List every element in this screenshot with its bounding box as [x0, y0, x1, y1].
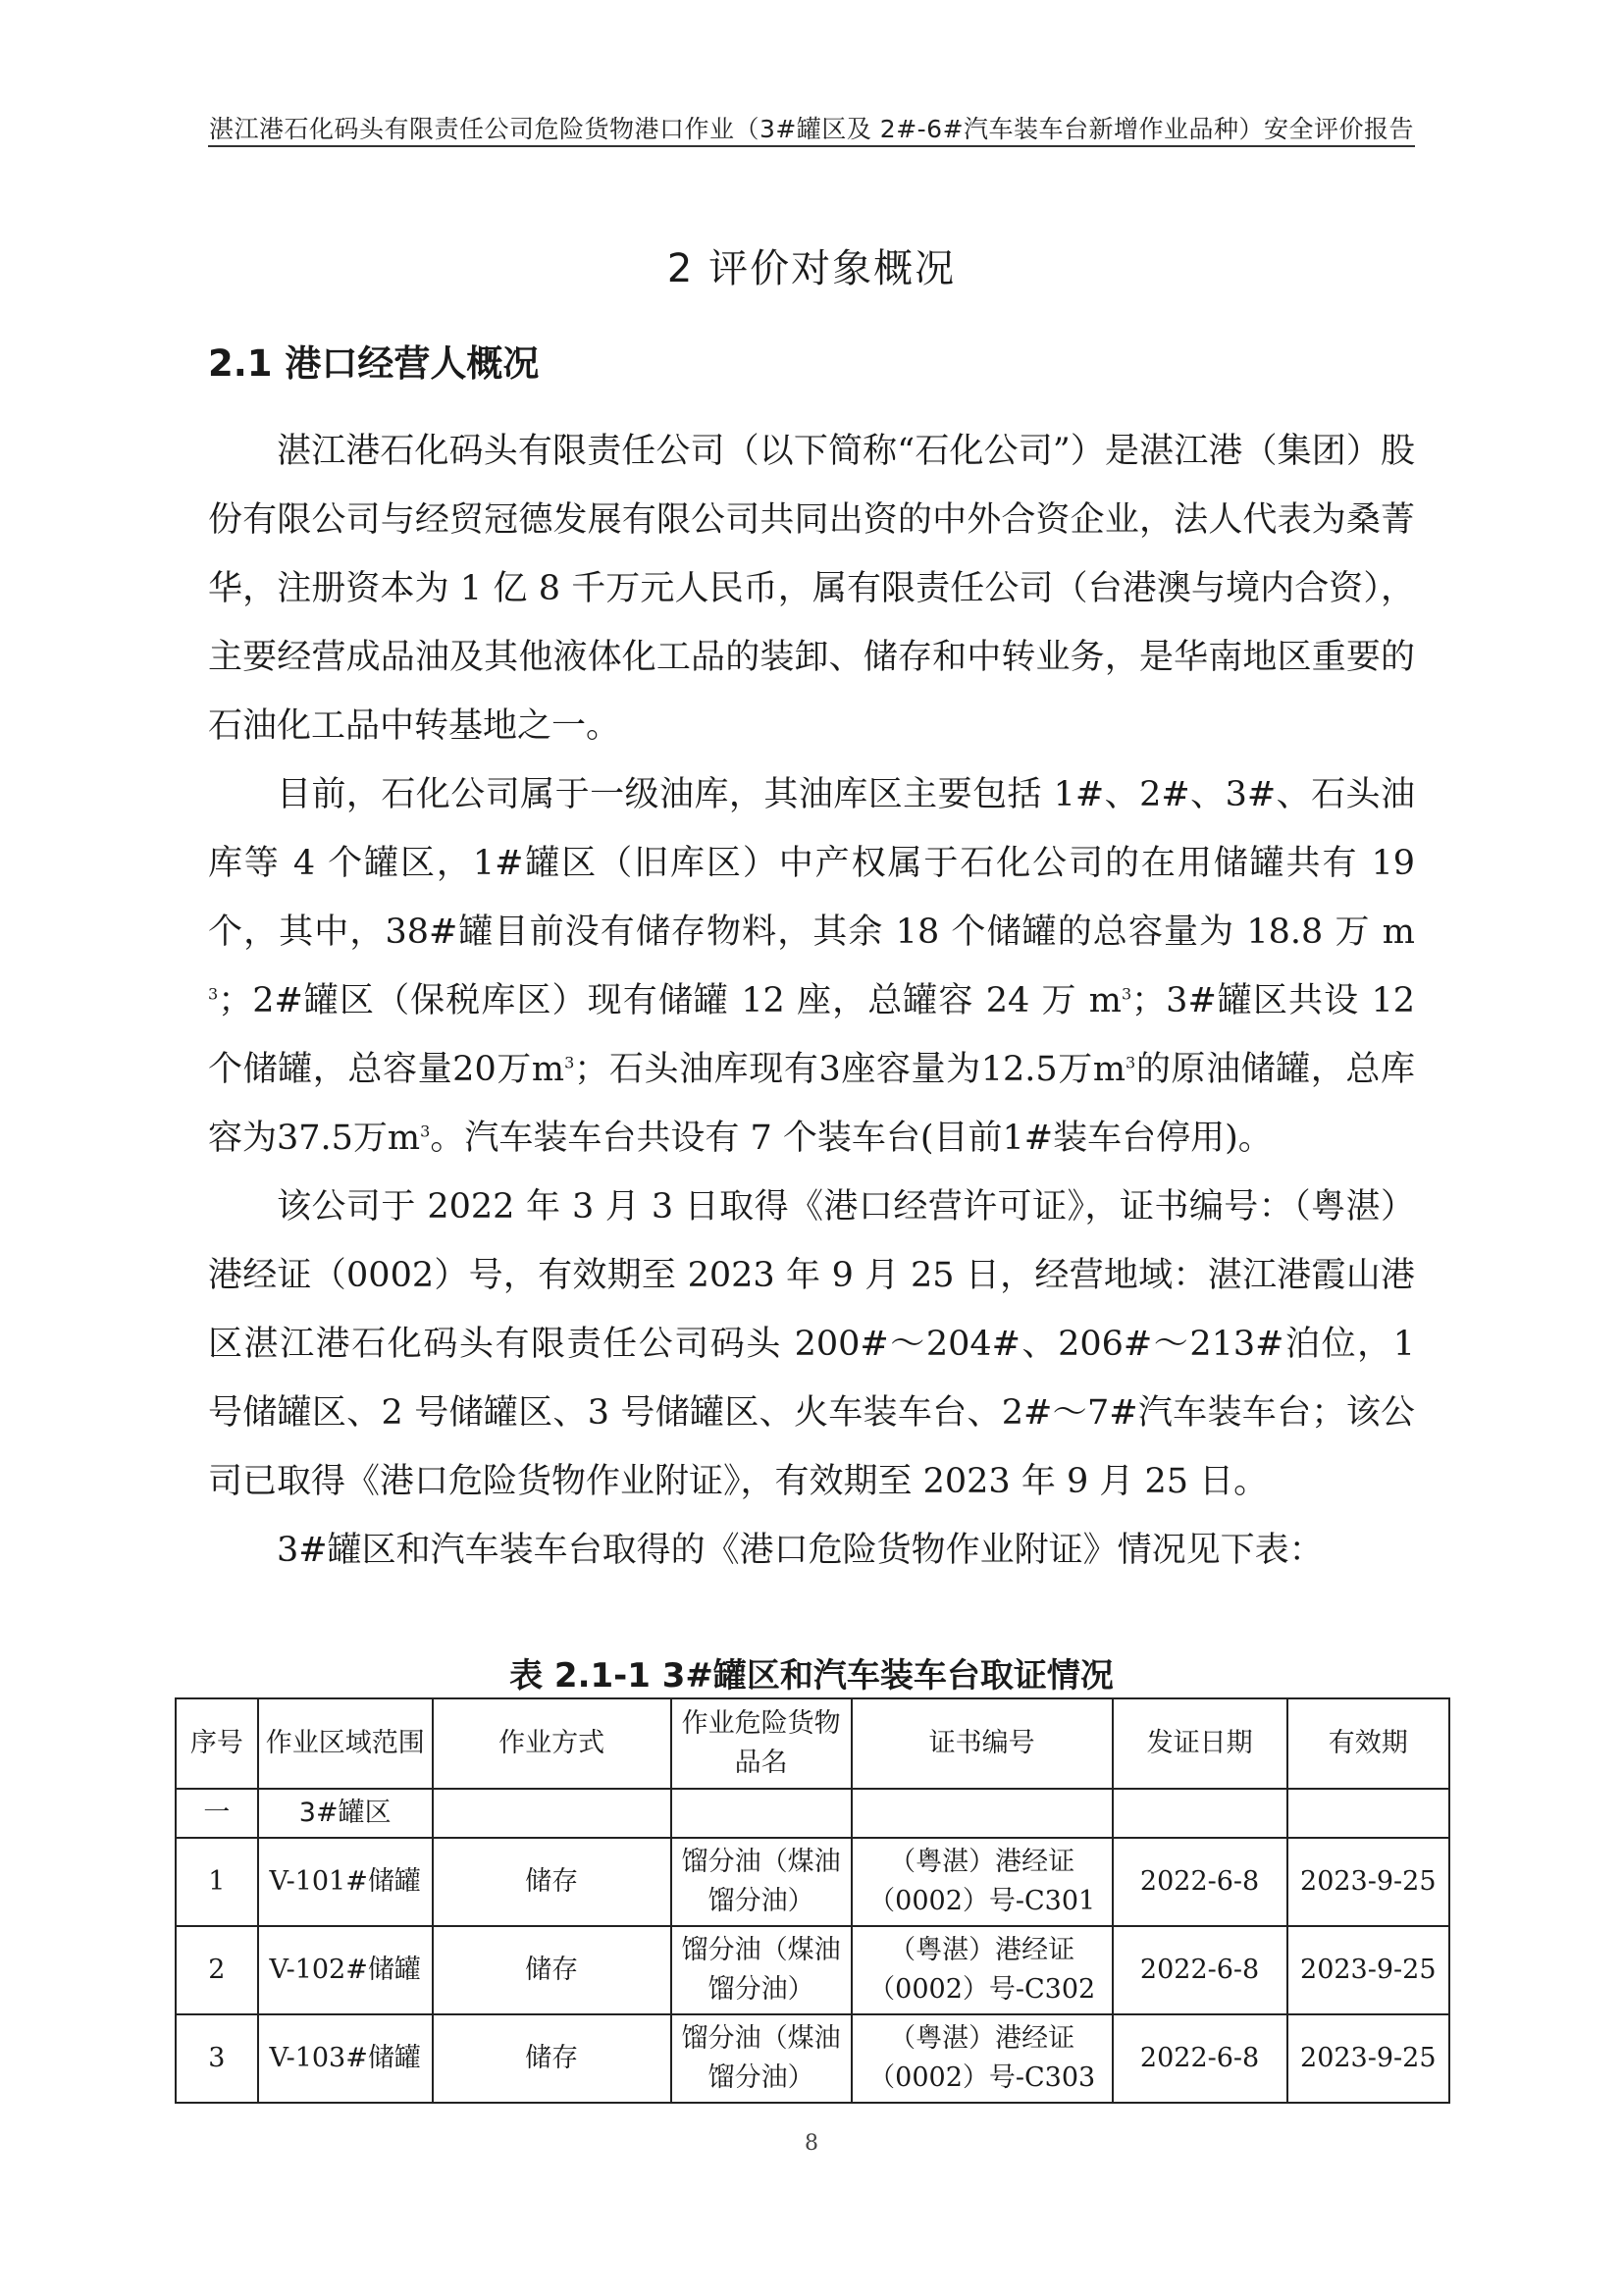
group-index: 一 — [176, 1789, 258, 1838]
cell-goods: 馏分油（煤油馏分油） — [671, 1926, 852, 2014]
table-row — [176, 1926, 1449, 2014]
paragraph-license: 该公司于 2022 年 3 月 3 日取得《港口经营许可证》，证书编号：（粤湛）港经证（0002）号，有效期至 2023 年 9 月 25 日，经营地域：湛江港霞山港区湛江港石化码头有限责任公司码头 200#～204#、206#～213#泊位，1 号储罐区、2 号储罐区、3 号储罐区、火车装车台、2#～7#汽车装车台；该公司已取得《港口危险货物作业附证》，有效期至 2023 年 9 月 25 日。 — [208, 1187, 1415, 1501]
tank-text-e: 的原油储罐，总库容为37.5万m — [208, 1050, 1415, 1158]
tank-text-d: ；石头油库现有3座容量为12.5万m — [574, 1050, 1126, 1089]
cell-area: V-103#储罐 — [258, 2014, 433, 2103]
body-text — [208, 417, 1415, 1585]
cell-issue: 2022-6-8 — [1113, 1926, 1287, 2014]
cell-goods: 馏分油（煤油馏分油） — [671, 2014, 852, 2103]
cell-issue: 2022-6-8 — [1113, 1838, 1287, 1926]
empty-cell — [671, 1789, 852, 1838]
header-cell: 序号 — [176, 1698, 258, 1789]
cell-no: 2 — [176, 1926, 258, 2014]
cell-issue: 2022-6-8 — [1113, 2014, 1287, 2103]
cell-valid: 2023-9-25 — [1287, 2014, 1449, 2103]
cell-valid: 2023-9-25 — [1287, 1838, 1449, 1926]
cell-no: 1 — [176, 1838, 258, 1926]
header-cell: 作业区域范围 — [258, 1698, 433, 1789]
header-cell: 作业方式 — [433, 1698, 671, 1789]
header-cell: 证书编号 — [852, 1698, 1113, 1789]
superscript-3: 3 — [1121, 984, 1132, 1004]
cell-valid: 2023-9-25 — [1287, 1926, 1449, 2014]
paragraph-table-intro: 3#罐区和汽车装车台取得的《港口危险货物作业附证》情况见下表： — [277, 1531, 1324, 1570]
cell-no: 3 — [176, 2014, 258, 2103]
cell-cert: （粤湛）港经证（0002）号-C303 — [852, 2014, 1113, 2103]
tank-text-b: ；2#罐区（保税库区）现有储罐 12 座，总罐容 24 万 m — [218, 981, 1122, 1020]
cell-cert: （粤湛）港经证（0002）号-C302 — [852, 1926, 1113, 2014]
table-header-row — [176, 1698, 1449, 1789]
group-label: 3#罐区 — [258, 1789, 433, 1838]
header-cell: 作业危险货物品名 — [671, 1698, 852, 1789]
cell-mode: 储存 — [433, 1926, 671, 2014]
cell-mode: 储存 — [433, 1838, 671, 1926]
superscript-3: 3 — [564, 1053, 575, 1072]
empty-cell — [1287, 1789, 1449, 1838]
cell-mode: 储存 — [433, 2014, 671, 2103]
header-cell: 有效期 — [1287, 1698, 1449, 1789]
tank-text-f: 。汽车装车台共设有 7 个装车台(目前1#装车台停用)。 — [430, 1119, 1273, 1158]
table-row — [176, 2014, 1449, 2103]
superscript-3: 3 — [1126, 1053, 1136, 1072]
page-number: 8 — [805, 2131, 818, 2156]
empty-cell — [433, 1789, 671, 1838]
cell-area: V-101#储罐 — [258, 1838, 433, 1926]
permits-table — [175, 1697, 1450, 2104]
header-cell: 发证日期 — [1113, 1698, 1287, 1789]
table-group-row — [176, 1789, 1449, 1838]
section-heading: 2.1 港口经营人概况 — [208, 342, 540, 385]
table-row — [176, 1838, 1449, 1926]
paragraph-tank-areas — [208, 760, 1415, 1173]
empty-cell — [852, 1789, 1113, 1838]
empty-cell — [1113, 1789, 1287, 1838]
cell-area: V-102#储罐 — [258, 1926, 433, 2014]
superscript-3: 3 — [208, 984, 219, 1004]
table-caption: 表 2.1-1 3#罐区和汽车装车台取证情况 — [509, 1656, 1114, 1696]
running-header: 湛江港石化码头有限责任公司危险货物港口作业（3#罐区及 2#-6#汽车装车台新增作业品种）安全评价报告 — [208, 115, 1415, 143]
tank-text-a: 目前，石化公司属于一级油库，其油库区主要包括 1#、2#、3#、石头油库等 4 个罐区，1#罐区（旧库区）中产权属于石化公司的在用储罐共有 19 个，其中，38#罐目前没有储存物料，其余 18 个储罐的总容量为 18.8 万 m — [208, 775, 1415, 952]
tank-text-c: ；3#罐区共设 12 个储罐，总容量20万m — [208, 981, 1416, 1089]
paragraph-company-intro: 湛江港石化码头有限责任公司（以下简称“石化公司”）是湛江港（集团）股份有限公司与经贸冠德发展有限公司共同出资的中外合资企业，法人代表为桑菁华，注册资本为 1 亿 8 千万元人民币，属有限责任公司（台港澳与境内合资），主要经营成品油及其他液体化工品的装卸、储存和中转业务，是华南地区重要的石油化工品中转基地之一。 — [208, 432, 1415, 746]
cell-goods: 馏分油（煤油馏分油） — [671, 1838, 852, 1926]
superscript-3: 3 — [420, 1122, 431, 1141]
header-divider — [208, 145, 1415, 147]
chapter-title: 2 评价对象概况 — [666, 246, 957, 291]
cell-cert: （粤湛）港经证（0002）号-C301 — [852, 1838, 1113, 1926]
